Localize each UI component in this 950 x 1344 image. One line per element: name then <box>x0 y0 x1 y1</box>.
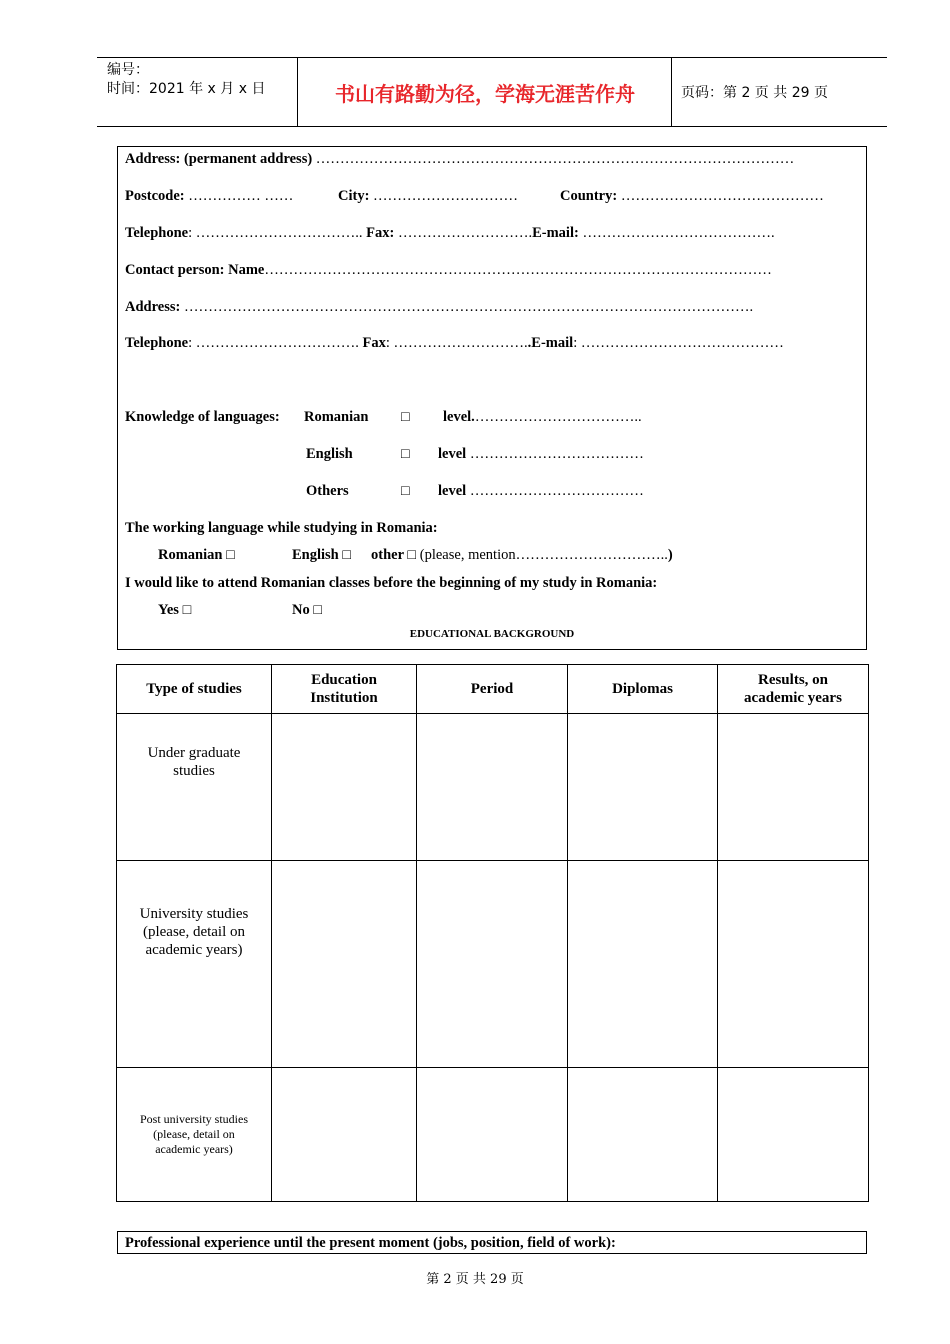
post-university-label: Post university studies (please, detail on academic years) <box>139 1112 248 1156</box>
wl-other-option[interactable]: other □ <box>371 547 417 563</box>
address-field[interactable]: ……………………………………………………………………………………… <box>312 151 795 167</box>
others-checkbox[interactable]: □ <box>401 483 410 499</box>
page-footer: 第 2 页 共 29 页 <box>426 1272 524 1287</box>
row-type-undergraduate <box>117 714 272 861</box>
table-cell[interactable] <box>272 861 417 1068</box>
telephone-label: Telephone <box>125 225 189 241</box>
fax-field[interactable]: ………………………. <box>394 225 533 241</box>
header-education-institution <box>272 665 417 714</box>
level-label: level. <box>443 409 475 425</box>
romanian-level <box>443 409 642 426</box>
wl-other-line <box>371 547 673 564</box>
professional-experience-box <box>117 1231 867 1254</box>
city-label: City: <box>338 188 370 204</box>
wl-close: ) <box>667 547 673 563</box>
table-row <box>117 861 869 1068</box>
country-label: Country: <box>560 188 618 204</box>
contact-line <box>125 262 772 279</box>
table-row <box>117 714 869 861</box>
contact-email-field[interactable]: : …………………………………… <box>573 335 784 351</box>
table-cell[interactable] <box>718 861 869 1068</box>
contact-address-field[interactable]: ………………………………………………………………………………………………………. <box>180 299 754 315</box>
contact-telephone-label: Telephone <box>125 335 189 351</box>
header-type-of-studies: Type of studies <box>117 665 272 714</box>
address-label: Address: (permanent address) <box>125 151 313 167</box>
page-header <box>97 57 887 127</box>
contact-email-label: .E-mail <box>527 335 574 351</box>
classes-question: I would like to attend Romanian classes before the beginning of my study in Romania: <box>125 575 658 591</box>
table-row <box>117 1068 869 1202</box>
row-type-post-university <box>117 1068 272 1202</box>
wl-mention-field[interactable]: (please, mention………………………….. <box>416 547 668 563</box>
language-romanian: Romanian <box>304 409 369 425</box>
no-option[interactable]: No □ <box>292 602 323 618</box>
english-checkbox[interactable]: □ <box>401 446 410 462</box>
city-field[interactable]: ………………………… <box>369 188 519 204</box>
level-label: level <box>438 483 467 499</box>
postcode-field[interactable]: …………… …… <box>184 188 294 204</box>
row-type-university <box>117 861 272 1068</box>
table-cell[interactable] <box>417 1068 568 1202</box>
table-header-row <box>117 665 869 714</box>
contact-address-label: Address: <box>125 299 181 315</box>
yes-option[interactable]: Yes □ <box>158 602 192 618</box>
time-label: 时间：2021 年 x 月 x 日 <box>107 81 266 97</box>
contact-label: Contact person: Name <box>125 262 265 278</box>
contact-address-line <box>125 299 753 316</box>
english-level <box>438 446 644 463</box>
romanian-level-field[interactable]: …………………………….. <box>474 409 642 425</box>
contact-telephone-line <box>125 335 784 352</box>
table-cell[interactable] <box>417 714 568 861</box>
educational-background-title: EDUCATIONAL BACKGROUND <box>409 628 575 640</box>
language-english: English <box>306 446 353 462</box>
header-diplomas: Diplomas <box>568 665 718 714</box>
header-motto: 书山有路勤为径，学海无涯苦作舟 <box>335 82 635 106</box>
contact-info-box <box>117 146 867 650</box>
header-institution-text: Education Institution <box>310 672 378 706</box>
city-line <box>338 188 518 205</box>
country-field[interactable]: …………………………………… <box>617 188 824 204</box>
header-page-number: 页码：第 2 页 共 29 页 <box>681 85 828 101</box>
table-cell[interactable] <box>272 1068 417 1202</box>
professional-experience-label: Professional experience until the present moment (jobs, position, field of work): <box>125 1235 616 1251</box>
contact-fax-label: Fax <box>362 335 386 351</box>
telephone-line <box>125 225 775 242</box>
language-others: Others <box>306 483 349 499</box>
university-label: University studies (please, detail on academic years) <box>139 906 249 958</box>
header-results-text: Results, on academic years <box>744 672 842 706</box>
header-period: Period <box>417 665 568 714</box>
undergraduate-label: Under graduate studies <box>147 745 241 779</box>
header-meta <box>107 61 265 99</box>
table-cell[interactable] <box>568 714 718 861</box>
fax-label: Fax: <box>366 225 395 241</box>
contact-telephone-field[interactable]: : ……………………………. <box>188 335 359 351</box>
table-cell[interactable] <box>417 861 568 1068</box>
table-cell[interactable] <box>568 861 718 1068</box>
languages-label: Knowledge of languages: <box>125 409 280 425</box>
wl-romanian-option[interactable]: Romanian □ <box>158 547 235 563</box>
table-cell[interactable] <box>568 1068 718 1202</box>
table-cell[interactable] <box>272 714 417 861</box>
header-results <box>718 665 869 714</box>
level-label: level <box>438 446 467 462</box>
postcode-label: Postcode: <box>125 188 185 204</box>
contact-field[interactable]: …………………………………………………………………………………………… <box>264 262 772 278</box>
postcode-line <box>125 188 293 205</box>
english-level-field[interactable]: ……………………………… <box>466 446 644 462</box>
country-line <box>560 188 824 205</box>
table-cell[interactable] <box>718 1068 869 1202</box>
education-table <box>116 664 869 1202</box>
header-divider <box>671 58 672 126</box>
wl-english-option[interactable]: English □ <box>292 547 352 563</box>
table-cell[interactable] <box>718 714 869 861</box>
telephone-field[interactable]: : …………………………….. <box>188 225 363 241</box>
contact-fax-field[interactable]: : ………………………. <box>385 335 528 351</box>
romanian-checkbox[interactable]: □ <box>401 409 410 425</box>
email-field[interactable]: …………………………………. <box>578 225 775 241</box>
working-language-label: The working language while studying in Romania: <box>125 520 438 536</box>
others-level <box>438 483 644 500</box>
address-line <box>125 151 794 168</box>
others-level-field[interactable]: ……………………………… <box>466 483 644 499</box>
number-label: 编号： <box>107 62 149 78</box>
email-label: E-mail: <box>532 225 579 241</box>
